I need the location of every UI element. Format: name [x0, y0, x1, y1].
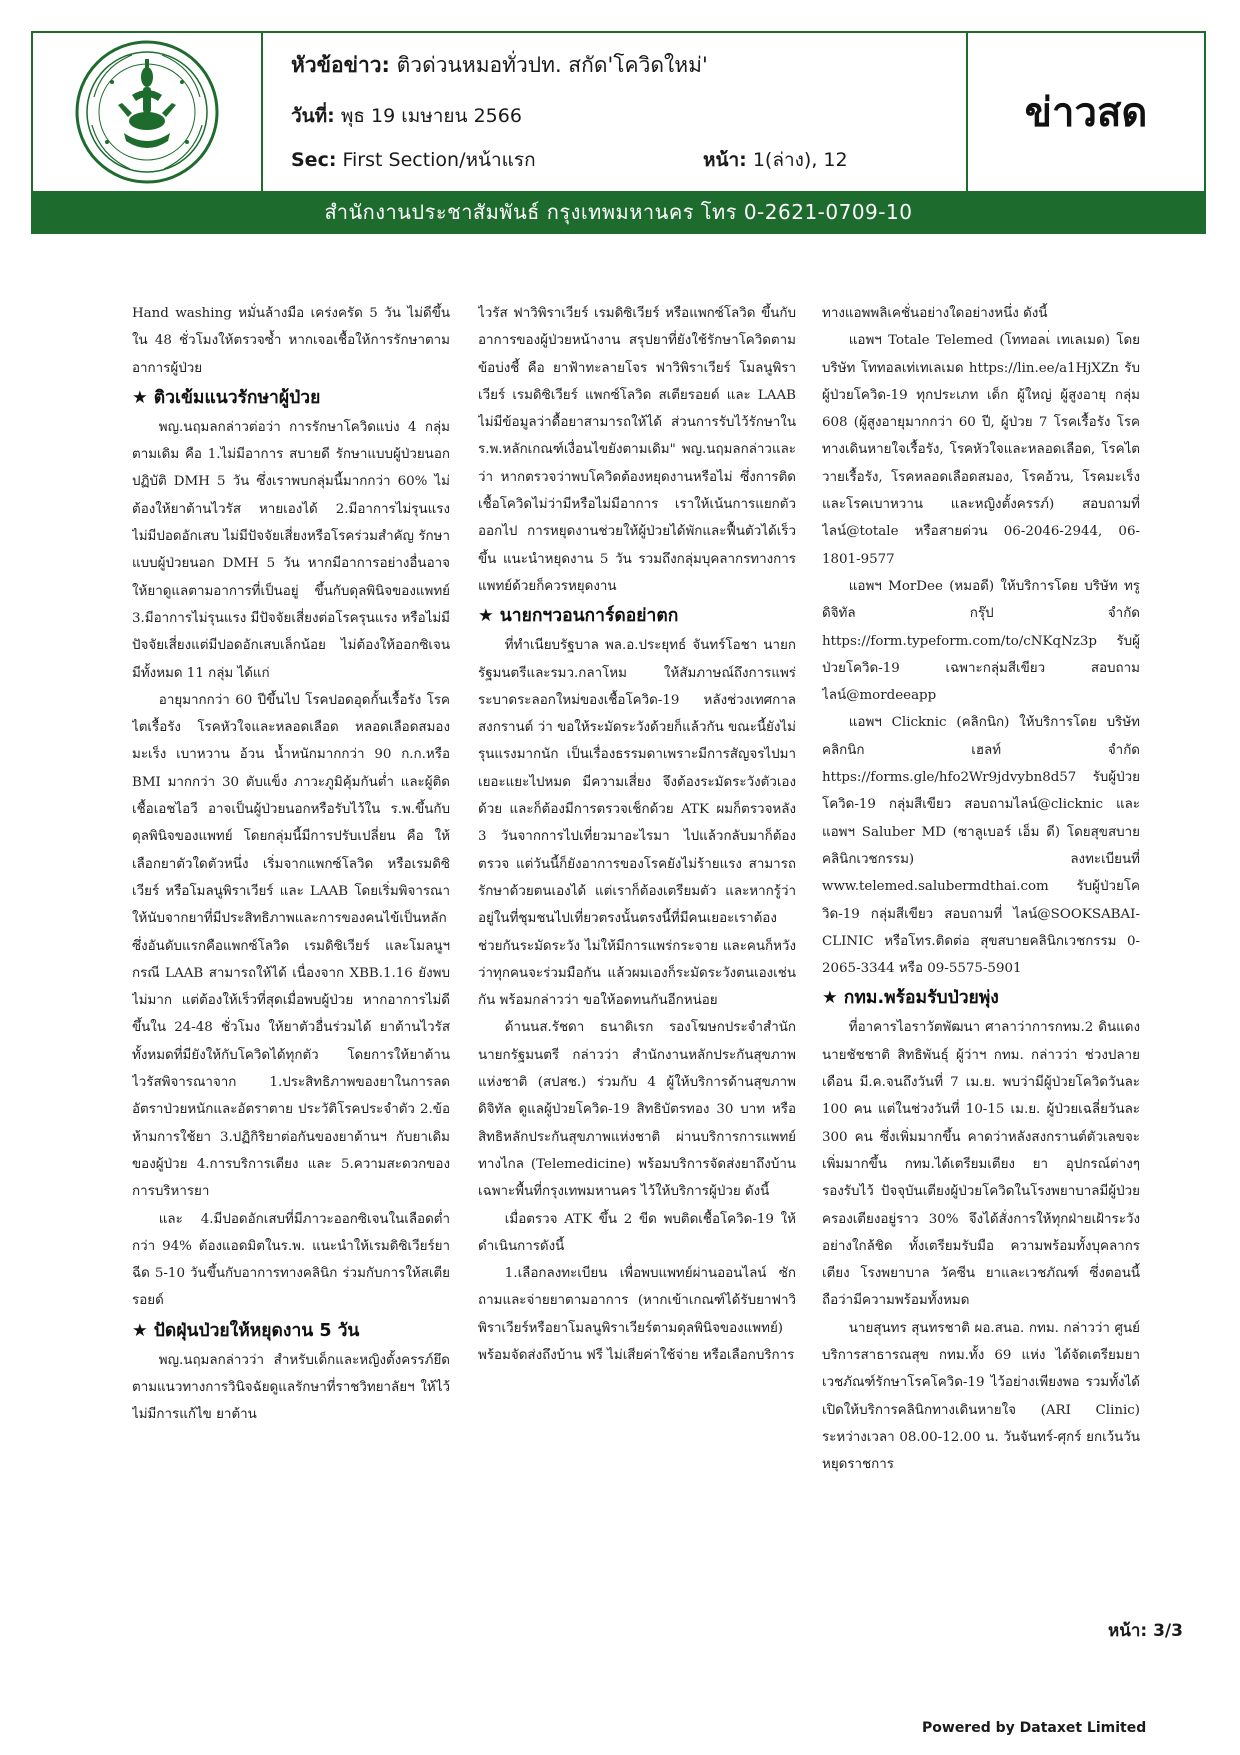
paragraph: พญ.นฤมลกล่าวว่า สำหรับเด็กและหญิงตั้งครรภ์ยึดตามแนวทางการวินิจฉัยดูแลรักษาที่ราชวิทยาลัยฯ ให้ไว้ ไม่มีการแก้ไข ยาต้าน — [132, 1352, 450, 1423]
subheading: ★ กทม.พร้อมรับป่วยพุ่ง — [822, 988, 999, 1009]
section-row — [291, 145, 536, 175]
article-column-2 — [478, 300, 796, 1580]
paragraph: 1.เลือกลงทะเบียน เพื่อพบแพทย์ผ่านออนไลน์ ซักถามและจ่ายยาตามอาการ (หากเข้าเกณฑ์ได้รับยาฟาวิพิราเวียร์หรือยาโมลนูพิราเวียร์ตามดุลพินิจของแพทย์) พร้อมจัดส่งถึงบ้าน ฟรี ไม่เสียค่าใช้จ่าย หรือเลือกบริการ — [478, 1266, 796, 1363]
paragraph: ทางแอพพลิเคชั่นอย่างใดอย่างหนึ่ง ดังนี้ — [822, 306, 1048, 321]
date-label: วันที่: — [291, 105, 335, 127]
headline-info — [263, 33, 968, 191]
page-number-label: หน้า: — [1108, 1621, 1148, 1641]
page-number-value: 3/3 — [1153, 1621, 1183, 1641]
headline-row — [291, 49, 708, 82]
logo-area — [33, 33, 263, 191]
section-label: Sec: — [291, 149, 337, 171]
paragraph: เมื่อตรวจ ATK ขึ้น 2 ขีด พบติดเชื้อโควิด-19 ให้ดำเนินการดังนี้ — [478, 1211, 796, 1254]
paragraph: นายสุนทร สุนทรชาติ ผอ.สนอ. กทม. กล่าวว่า ศูนย์บริการสาธารณสุข กทม.ทั้ง 69 แห่ง ได้จัดเตรียมยา เวชภัณฑ์รักษาโรคโควิด-19 ไว้อย่างเพียงพอ รวมทั้งได้เปิดให้บริการคลินิกทางเดินหายใจ (ARI Clinic) ระหว่างเวลา 08.00-12.00 น. วันจันทร์-ศุกร์ ยกเว้นวันหยุดราชการ — [822, 1320, 1140, 1473]
page-label: หน้า: — [703, 149, 747, 171]
paragraph: แอพฯ Clicknic (คลิกนิก) ให้บริการโดย บริษัท คลิกนิก เฮลท์ จำกัด https://forms.gle/hfo2Wr9jdvybn8d57 รับผู้ป่วยโควิด-19 กลุ่มสีเขียว สอบถามไลน์@clicknic และแอพฯ Saluber MD (ซาลูเบอร์ เอ็ม ดี) โดยสุขสบายคลินิกเวชกรรม) ลงทะเบียนที่ www.telemed.salubermdthai.com รับผู้ป่วยโควิด-19 กลุ่มสีเขียว สอบถามที่ ไลน์@SOOKSABAI-CLINIC หรือโทร.ติดต่อ สุขสบายคลินิกเวชกรรม 0-2065-3344 หรือ 09-5575-5901 — [822, 715, 1140, 977]
paragraph: อายุมากกว่า 60 ปีขึ้นไป โรคปอดอุดกั้นเรื้อรัง โรคไตเรื้อรัง โรคหัวใจและหลอดเลือด หลอดเลือดสมอง มะเร็ง เบาหวาน อ้วน น้ำหนักมากกว่า 90 ก.ก.หรือ BMI มากกว่า 30 ตับแข็ง ภาวะภูมิคุ้มกันต่ำ และผู้ติดเชื้อเอชไอวี อาจเป็นผู้ป่วยนอกหรือรับไว้ใน ร.พ.ขึ้นกับดุลพินิจของแพทย์ โดยกลุ่มนี้มีการปรับเปลี่ยน คือ ให้เลือกยาตัวใดตัวหนึ่ง เริ่มจากแพกซ์โลวิด หรือเรมดิซิเวียร์ หรือโมลนูพิราเวียร์ และ LAAB โดยเริ่มพิจารณาให้นับจากยาที่มีประสิทธิภาพและการของคนไข้เป็นหลัก ซึ่งอันดับแรกคือแพกซ์โลวิด เรมดิซิเวียร์ และโมลนูฯ กรณี LAAB สามารถให้ได้ เนื่องจาก XBB.1.16 ยังพบไม่มาก แต่ต้องให้เร็วที่สุดเมื่อพบผู้ป่วย หากอาการไม่ดีขึ้นใน 24-48 ชั่วโมง ให้ยาตัวอื่นร่วมได้ ยาต้านไวรัสทั้งหมดที่มียังให้กับโควิดได้ทุกตัว โดยการให้ยาต้านไวรัสพิจารณาจาก 1.ประสิทธิภาพของยาในการลดอัตราป่วยหนักและอัตราตาย ประวัติโรคประจำตัว 2.ข้อห้ามการใช้ยา 3.ปฏิกิริยาต่อกันของยาต้านฯ กับยาเดิมของผู้ป่วย 4.การบริการเตียง และ 5.ความสะดวกของการบริหารยา — [132, 692, 450, 1200]
article-column-3 — [822, 300, 1140, 1580]
paragraph: แอพฯ MorDee (หมอดี) ให้บริการโดย บริษัท ทรู ดิจิทัล กรุ๊ป จำกัด https://form.typeform.com/to/cNKqNz3p รับผู้ป่วยโควิด-19 เฉพาะกลุ่มสีเขียว สอบถามไลน์@mordeeapp — [822, 578, 1140, 704]
paragraph: ด้านนส.รัชดา ธนาดิเรก รองโฆษกประจำสำนักนายกรัฐมนตรี กล่าวว่า สำนักงานหลักประกันสุขภาพแห่งชาติ (สปสช.) ร่วมกับ 4 ผู้ให้บริการด้านสุขภาพดิจิทัล ดูแลผู้ป่วยโควิด-19 สิทธิบัตรทอง 30 บาท หรือสิทธิหลักประกันสุขภาพแห่งชาติ ผ่านบริการการแพทย์ทางไกล (Telemedicine) พร้อมบริการจัดส่งยาถึงบ้าน เฉพาะพื้นที่กรุงเทพมหานคร ไว้ให้บริการผู้ป่วย ดังนี้ — [478, 1020, 796, 1200]
section-text: First Section/หน้าแรก — [342, 149, 536, 171]
date-text: พุธ 19 เมษายน 2566 — [340, 105, 522, 127]
page-text: 1(ล่าง), 12 — [752, 149, 848, 171]
headline-text: ติวด่วนหมอทั่วปท. สกัด'โควิดใหม่' — [396, 53, 708, 77]
article-column-1 — [132, 300, 450, 1580]
powered-by-credit: Powered by Dataxet Limited — [922, 1720, 1147, 1736]
newspaper-name: ข่าวสด — [1024, 90, 1148, 136]
page-row — [703, 145, 848, 175]
paragraph: ที่อาคารไอราวัตพัฒนา ศาลาว่าการกทม.2 ดินแดง นายชัชชาติ สิทธิพันธุ์ ผู้ว่าฯ กทม. กล่าวว่า ช่วงปลายเดือน มี.ค.จนถึงวันที่ 7 เม.ย. พบว่ามีผู้ป่วยโควิดวันละ 100 คน แต่ในช่วงวันที่ 10-15 เม.ย. ผู้ป่วยเฉลี่ยวันละ 300 คน ซึ่งเพิ่มมากขึ้น คาดว่าหลังสงกรานต์ตัวเลขจะเพิ่มมากขึ้น กทม.ได้เตรียมเตียง ยา อุปกรณ์ต่างๆ รองรับไว้ ปัจจุบันเตียงผู้ป่วยโควิดในโรงพยาบาลมีผู้ป่วยครองเตียงอยู่ราว 30% จึงได้สั่งการให้ทุกฝ่ายเฝ้าระวังอย่างใกล้ชิด ทั้งเตรียมรับมือ ความพร้อมทั้งบุคลากร เตียง โรงพยาบาล วัคซีน ยาและเวชภัณฑ์ ซึ่งตอนนี้ถือว่ามีความพร้อมทั้งหมด — [822, 1020, 1140, 1309]
page-number — [1108, 1617, 1183, 1644]
bangkok-seal-logo — [72, 37, 222, 187]
paragraph: ที่ทำเนียบรัฐบาล พล.อ.ประยุทธ์ จันทร์โอชา นายกรัฐมนตรีและรมว.กลาโหม ให้สัมภาษณ์ถึงการแพร่ระบาดระลอกใหม่ของเชื้อโควิด-19 หลังช่วงเทศกาลสงกรานต์ ว่า ขอให้ระมัดระวังด้วยก็แล้วกัน ขณะนี้ยังไม่รุนแรงมากนัก เป็นเรื่องธรรมดาเพราะมีการสัญจรไปมาเยอะแยะไปหมด มีความเสี่ยง จึงต้องระมัดระวังตัวเองด้วย และก็ต้องมีการตรวจเช็กด้วย ATK ผมก็ตรวจหลัง 3 วันจากการไปเที่ยวมาอะไรมา ไปแล้วกลับมาก็ต้องตรวจ แต่วันนี้ก็ยังอาการของโรคยังไม่ร้ายแรง สามารถรักษาด้วยตนเองได้ แต่เราก็ต้องเตรียมตัว และหากรู้ว่าอยู่ในที่ชุมชนไปเที่ยวตรงนั้นตรงนี้ที่มีคนเยอะเราต้องช่วยกันระมัดระวัง ไม่ให้มีการแพร่กระจาย และคนก็หวังว่าทุกคนจะร่วมมือกัน แล้วผมเองก็ระมัดระวังตนเองเช่นกัน พร้อมกล่าวว่า ขอให้อดทนกันอีกหน่อย — [478, 638, 796, 1009]
clipping-header — [31, 31, 1206, 234]
paragraph: Hand washing หมั่นล้างมือ เคร่งครัด 5 วัน ไม่ดีขึ้นใน 48 ชั่วโมงให้ตรวจซ้ำ หากเจอเชื้อให้การรักษาตามอาการผู้ป่วย — [132, 306, 450, 376]
date-row — [291, 101, 522, 131]
paragraph: และ 4.มีปอดอักเสบที่มีภาวะออกซิเจนในเลือดต่ำกว่า 94% ต้องแอดมิตในร.พ. แนะนำให้เรมดิซิเวียร์ยาฉีด 5-10 วันขึ้นกับอาการทางคลินิก ร่วมกับการให้สเตียรอยด์ — [132, 1211, 450, 1309]
subheading: ★ ติวเข้มแนวรักษาผู้ป่วย — [132, 387, 321, 408]
article-body — [132, 300, 1140, 1580]
paragraph: แอพฯ Totale Telemed (โททอลเ่ เทเลเมด) โดย บริษัท โททอลเท่เทเลเมด https://lin.ee/a1HjXZn รับผู้ป่วยโควิด-19 ทุกประเภท เด็ก ผู้ใหญ่ ผู้สูงอายุ กลุ่ม 608 (ผู้สูงอายุมากกว่า 60 ปี, ผู้ป่วย 7 โรคเรื้อรัง โรคทางเดินหายใจเรื้อรัง, โรคหัวใจและหลอดเลือด, โรคไตวายเรื้อรัง, โรคหลอดเลือดสมอง, โรคอ้วน, โรคมะเร็ง และโรคเบาหวาน และหญิงตั้งครรภ์) สอบถามที่ไลน์@totale หรือสายด่วน 06-2046-2944, 06-1801-9577 — [822, 333, 1140, 567]
office-banner: สำนักงานประชาสัมพันธ์ กรุงเทพมหานคร โทร 0-2621-0709-10 — [33, 191, 1204, 232]
headline-label: หัวข้อข่าว: — [291, 53, 390, 77]
subheading: ★ ปัดฝุ่นป่วยให้หยุดงาน 5 วัน — [132, 1320, 360, 1341]
paragraph: ไวรัส ฟาวิพิราเวียร์ เรมดิซิเวียร์ หรือแพกซ์โลวิด ขึ้นกับอาการของผู้ป่วยหน้างาน สรุปยาที่ยังใช้รักษาโควิดตามข้อบ่งชี้ คือ ยาฟ้าทะลายโจร ฟาวิพิราเวียร์ โมลนูพิราเวียร์ เรมดิซิเวียร์ แพกซ์โลวิด สเตียรอยด์ และ LAAB ไม่มีข้อมูลว่าดื้อยาสามารถให้ได้ ส่วนการรับไว้รักษาใน ร.พ.หลักเกณฑ์เงื่อนไขยังตามเดิม" พญ.นฤมลกล่าวและว่า หากตรวจว่าพบโควิดต้องหยุดงานหรือไม่ ซึ่งการติดเชื้อโควิดไม่ว่ามีหรือไม่มีอาการ เราให้เน้นการแยกตัวออกไป การหยุดงานช่วยให้ผู้ป่วยได้พักและฟื้นตัวได้เร็วขึ้น แนะนำหยุดงาน 5 วัน รวมถึงกลุ่มบุคลากรทางการแพทย์ด้วยก็ควรหยุดงาน — [478, 306, 796, 594]
paragraph: พญ.นฤมลกล่าวต่อว่า การรักษาโควิดแบ่ง 4 กลุ่มตามเดิม คือ 1.ไม่มีอาการ สบายดี รักษาแบบผู้ป่วยนอก ปฏิบัติ DMH 5 วัน ซึ่งเราพบกลุ่มนี้มากกว่า 60% ไม่ต้องให้ยาต้านไวรัส หายเองได้ 2.มีอาการไม่รุนแรง ไม่มีปอดอักเสบ ไม่มีปัจจัยเสี่ยงหรือโรคร่วมสำคัญ รักษาแบบผู้ป่วยนอก DMH 5 วัน หากมีอาการอย่างอื่นอาจให้ยาดูแลตามอาการที่เป็นอยู่ ขึ้นกับดุลพินิจของแพทย์ 3.มีอาการไม่รุนแรง มีปัจจัยเสี่ยงต่อโรครุนแรง หรือไม่มีปัจจัยเสี่ยงแต่มีปอดอักเสบเล็กน้อย ไม่ต้องให้ออกซิเจน มีทั้งหมด 11 กลุ่ม ได้แก่ — [132, 419, 450, 681]
subheading: ★ นายกฯวอนการ์ดอย่าตก — [478, 606, 679, 627]
